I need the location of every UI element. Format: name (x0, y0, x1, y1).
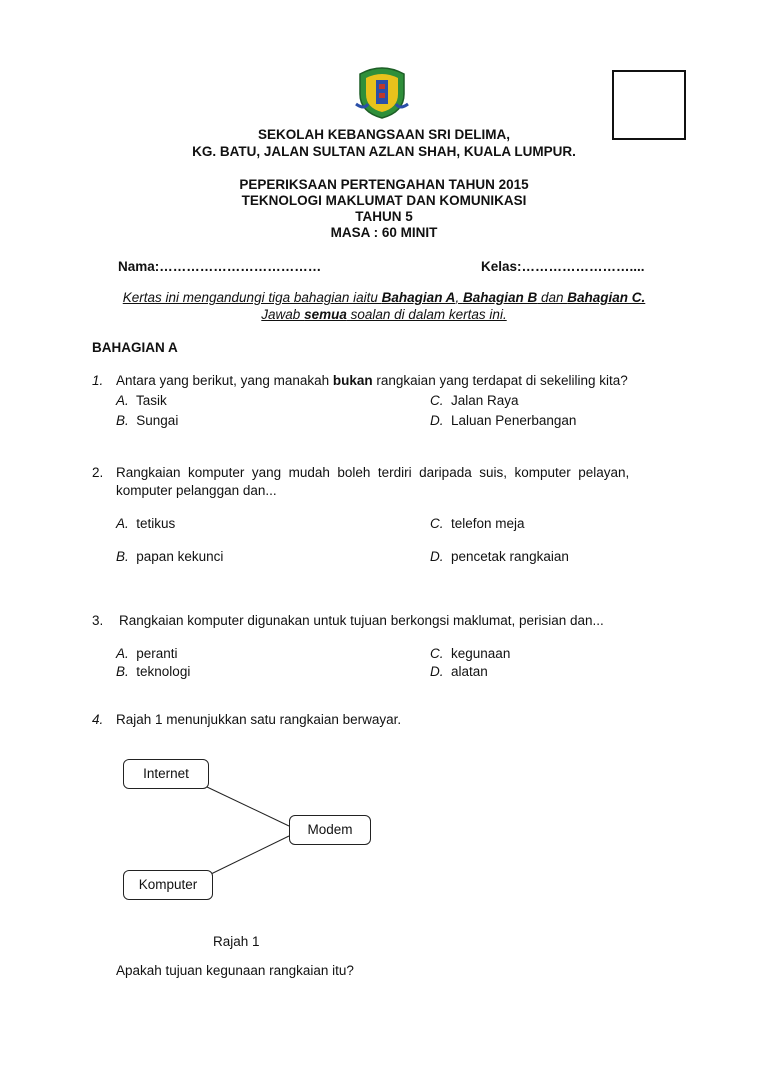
diagram-caption: Rajah 1 (213, 934, 260, 949)
question-number: 1. (92, 373, 104, 388)
option-text: alatan (451, 664, 488, 679)
option-letter: B. (116, 413, 129, 428)
part-a-label: Bahagian A (381, 290, 456, 305)
option-text: Laluan Penerbangan (451, 413, 577, 428)
question-text: komputer pelanggan dan... (116, 483, 277, 498)
option-letter: D. (430, 549, 444, 564)
question-text-part: Antara yang berikut, yang manakah (116, 373, 333, 388)
question-text: Rajah 1 menunjukkan satu rangkaian berwayar. (116, 712, 402, 727)
option-text: telefon meja (451, 516, 525, 531)
option-letter: A. (116, 393, 129, 408)
diagram-node-internet: Internet (123, 759, 209, 789)
subject-title: TEKNOLOGI MAKLUMAT DAN KOMUNIKASI (241, 193, 527, 208)
option-text: Jalan Raya (451, 393, 519, 408)
school-name: SEKOLAH KEBANGSAAN SRI DELIMA, (257, 127, 510, 142)
option-letter: A. (116, 646, 129, 661)
option-letter: B. (116, 549, 129, 564)
question-number: 2. (92, 465, 104, 480)
instructions-text: Kertas ini mengandungi tiga bahagian iaitu (122, 290, 382, 305)
school-address: KG. BATU, JALAN SULTAN AZLAN SHAH, KUALA LUMPUR. (192, 144, 576, 159)
question-prompt: Apakah tujuan kegunaan rangkaian itu? (116, 963, 354, 978)
duration: MASA : 60 MINIT (330, 225, 438, 240)
option-letter: C. (430, 516, 444, 531)
option-text: peranti (136, 646, 178, 661)
instructions-text: Jawab (261, 307, 305, 322)
diagram-node-komputer: Komputer (123, 870, 213, 900)
option-text: papan kekunci (136, 549, 224, 564)
option-letter: D. (430, 664, 444, 679)
option-text: teknologi (136, 664, 191, 679)
option-text: Tasik (136, 393, 167, 408)
option-letter: A. (116, 516, 129, 531)
connector-line (207, 787, 289, 826)
name-field[interactable]: Nama:……………………………… (118, 259, 322, 274)
option-letter: B. (116, 664, 129, 679)
diagram-node-modem: Modem (289, 815, 371, 845)
year-title: TAHUN 5 (355, 209, 413, 224)
option-text: kegunaan (451, 646, 511, 661)
part-c-label: Bahagian C. (567, 290, 646, 305)
question-number: 4. (92, 712, 104, 727)
exam-title: PEPERIKSAAN PERTENGAHAN TAHUN 2015 (239, 177, 529, 192)
connector-line (211, 836, 289, 874)
emphasis: bukan (332, 373, 373, 388)
question-text: Rangkaian komputer yang mudah boleh terdiri daripada suis, komputer pelayan, (116, 465, 630, 480)
emphasis: semua (304, 307, 347, 322)
question-text-part: rangkaian yang terdapat di sekeliling kita? (372, 373, 628, 388)
question-number: 3. (92, 613, 104, 628)
instructions-text: soalan di dalam kertas ini. (346, 307, 507, 322)
separator: , (455, 290, 463, 305)
class-field[interactable]: Kelas:…………………….... (481, 259, 645, 274)
option-letter: C. (430, 646, 444, 661)
option-text: tetikus (136, 516, 176, 531)
part-b-label: Bahagian B (462, 290, 538, 305)
option-letter: D. (430, 413, 444, 428)
section-title: BAHAGIAN A (92, 340, 178, 355)
question-text: Rangkaian komputer digunakan untuk tujuan berkongsi maklumat, perisian dan... (119, 613, 604, 628)
separator: dan (537, 290, 568, 305)
option-text: pencetak rangkaian (451, 549, 569, 564)
option-text: Sungai (136, 413, 179, 428)
option-letter: C. (430, 393, 444, 408)
